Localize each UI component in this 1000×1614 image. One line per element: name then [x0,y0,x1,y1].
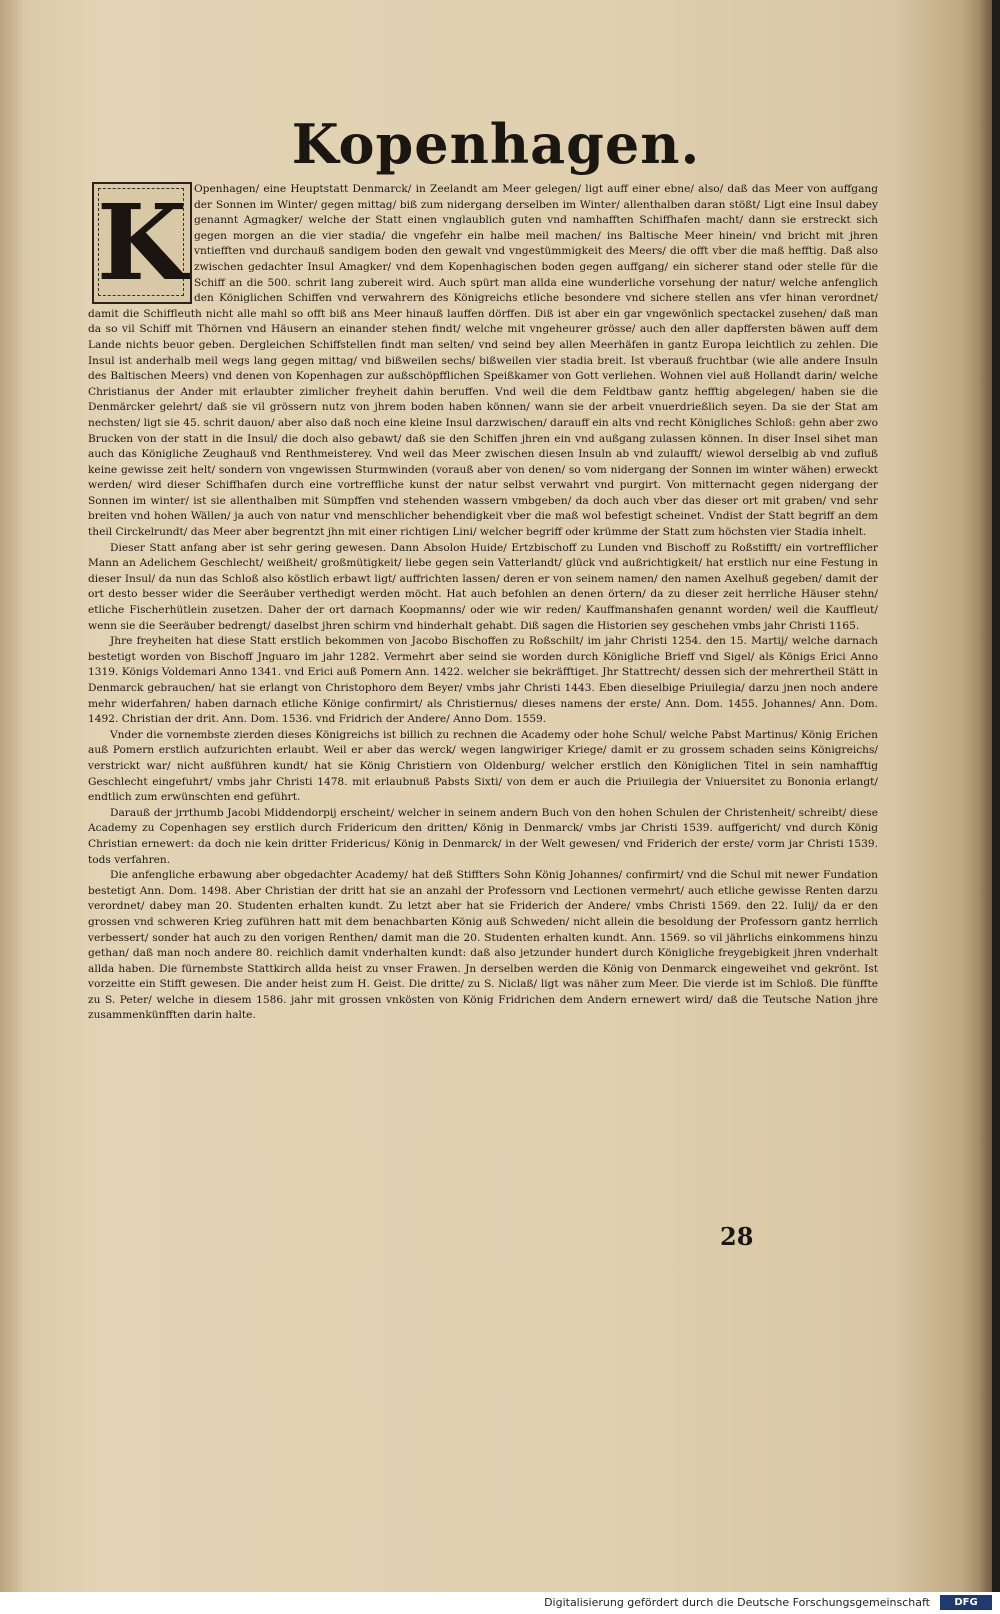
page-title: Kopenhagen. [291,112,701,176]
paragraph: Openhagen/ eine Heuptstatt Denmarck/ in Zeelandt am Meer gelegen/ ligt auff einer ebne/ also/ daß das Meer von auffgang der Sonnen im Winter/ gegen mittag/ biß zum nidergang derselben im Winter/ allenthalben daran stößt/ Ligt eine Insul dabey genannt Agmagker/ welche der Statt einen vnglaublich guten vnd namhafften Schiffhafen macht/ dann sie erstreckt sich gegen morgen an die vier stadia/ die vngefehr ein halbe meil machen/ ins Baltische Meer hinein/ vnd bricht mit jhren vntiefften vnd durchauß sandigem boden den gewalt vnd vngestümmigkeit des Meers/ die offt vber die maß hefftig. Daß also zwischen gedachter Insul Amagker/ vnd dem Kopenhagischen boden gegen auffgang/ ein sicherer stand oder stelle für die Schiff an die 500. schrit lang zubereit wird. Auch spürt man allda eine wunderliche vorsehung der natur/ welche anfenglich den Königlichen Schiffen vnd verwahrern des Königreichs etliche besondere vnd sichere stellen ans vfer hinan verordnet/ damit die Schiffleuth nicht alle mahl so offt biß ans Meer hinauß lauffen dörffen. Diß ist aber ein gar vngewönlich spectackel zusehen/ daß man da so vil Schiff mit Thörnen vnd Häusern an einander stehen findt/ welche mit vngeheurer grösse/ auch den aller dapffersten bäwen auff dem Lande nichts beuor geben. Dergleichen Schiffstellen findt man selten/ vnd seind bey allen Meerhäfen in gantz Europa leichtlich zu zehlen. Die Insul ist anderhalb meil wegs lang gegen mittag/ vnd bißweilen sechs/ bißweilen vier stadia breit. Ist vberauß fruchtbar (wie alle andere Insuln des Baltischen Meers) vnd denen von Kopenhagen zur außschöpfflichen Speißkamer von Gott verliehen. Wohnen viel auß Hollandt darin/ welche Christianus der Ander mit erlaubter zimlicher freyheit dahin beruffen. Vnd weil die dem Feldtbaw gantz hefftig abgelegen/ haben sie die Denmärcker gelehrt/ daß sie vil grössern nutz von jhrem boden haben können/ wann sie der arbeit vnuerdrießlich seyen. Da sie der Stat am nechsten/ ligt sie 45. schrit dauon/ aber also daß noch eine kleine Insul darzwischen/ darauff ein alts vnd recht Königliches Schloß: gehn aber zwo Brucken von der statt in die Insul/ die doch also gebawt/ daß sie den Schiffen jhren ein vnd außgang zulassen können. In diser Insel sihet man auch das Königliche Zeughauß vnd Renthmeisterey. Vnd weil das Meer zwischen diesen Insuln ab vnd zulaufft/ wiewol derselbig ab vnd zufluß keine gewisse zeit helt/ sondern von vngewissen Sturmwinden (vorauß aber von denen/ so vom nidergang der Sonnen im winter wähen) erweckt werden/ wird dieser Schiffhafen durch eine vortreffliche kunst der natur selbst verwahrt vnd purgirt. Von mitternacht gegen nidergang der Sonnen im winter/ ist sie allenthalben mit Sümpffen vnd stehenden wassern vmbgeben/ da doch auch vber das dieser ort mit graben/ vnd sehr breiten vnd hohen Wällen/ ja auch von natur vnd menschlicher behendigkeit vber die maß wol befestigt scheinet. Vndist der Statt begriff an dem theil Circkelrundt/ das Meer aber begrentzt jhn mit einer richtigen Lini/ welcher begriff oder krümme der Statt zum höchsten vier Stadia inhelt. [88,183,878,539]
paragraph: Dieser Statt anfang aber ist sehr gering gewesen. Dann Absolon Huide/ Ertzbischoff zu Lunden vnd Bischoff zu Roßstifft/ ein vortrefflicher Mann an Adelichem Geschlecht/ weißheit/ großmütigkeit/ liebe gegen sein Vatterlandt/ glück vnd außrichtigkeit/ hat erstlich nur eine Festung in dieser Insul/ da nun das Schloß also köstlich erbawt ligt/ auffrichten lassen/ deren er von seinem namen/ den namen Axelhuß gegeben/ damit der ort desto besser wider die Seeräuber verthedigt werden möcht. Hat auch befohlen an denen örtern/ da zu dieser zeit herrliche Häuser stehn/ etliche Fischerhütlein zusetzen. Daher der ort darnach Koopmanns/ oder wie wir reden/ Kauffmanshafen genannt worden/ weil die Kauffleut/ wenn sie die Seeräuber bedrengt/ daselbst jhren schirm vnd hinderhalt gehabt. Diß sagen die Historien sey geschehen vmbs jahr Christi 1165. [88,541,878,632]
paragraph: Die anfengliche erbawung aber obgedachter Academy/ hat deß Stiffters Sohn König Johannes/ confirmirt/ vnd die Schul mit newer Fundation bestetigt Ann. Dom. 1498. Aber Christian der dritt hat sie an anzahl der Professorn vnd Lectionen vermehrt/ auch etliche gewisse Renten darzu verordnet/ dabey man 20. Studenten erhalten kundt. Zu letzt aber hat sie Friderich der Andere/ vmbs Christi 1569. den 22. Iulij/ da er den grossen vnd schweren Krieg zuführen hatt mit dem benachbarten König auß Schweden/ nicht allein die besoldung der Professorn gantz herrlich verbessert/ sonder hat auch zu den vorigen Renthen/ damit man die 20. Studenten erhalten kundt. Ann. 1569. so vil jährlichs einkommens hinzu gethan/ daß man noch andere 80. reichlich damit vnderhalten kundt: daß also jetzunder hundert durch Königliche freygebigkeit jhren vnderhalt allda haben. Die fürnembste Stattkirch allda heist zu vnser Frawen. Jn derselben werden die König von Denmarck eingeweihet vnd gekrönt. Ist vorzeitte ein Stifft gewesen. Die ander heist zum H. Geist. Die dritte/ zu S. Niclaß/ ligt was näher zum Meer. Die vierde ist im Schloß. Die fünffte zu S. Peter/ welche in diesem 1586. jahr mit grossen vnkösten von König Fridrichen dem Andern ernewert wird/ daß die Teutsche Nation jhre zusammenkünfften darin halte. [88,869,878,1022]
paragraph: Darauß der jrrthumb Jacobi Middendorpij erscheint/ welcher in seinem andern Buch von den hohen Schulen der Christenheit/ schreibt/ diese Academy zu Copenhagen sey erstlich durch Fridericum den dritten/ König in Denmarck/ vmbs jar Christi 1539. auffgericht/ vnd durch König Christian ernewert: da doch nie kein dritter Fridericus/ König in Denmarck/ in der Welt gewesen/ vnd Friderich der erste/ vorm jar Christi 1539. tods verfahren. [88,806,878,866]
page-number: 28 [720,1222,754,1251]
initial-letter: K [96,181,188,304]
footer-bar [0,1592,1000,1614]
page-gutter [0,0,22,1592]
body-text [88,182,878,1232]
paragraph: Jhre freyheiten hat diese Statt erstlich bekommen von Jacobo Bischoffen zu Roßschilt/ im jahr Christi 1254. den 15. Martij/ welche darnach bestetigt worden von Bischoff Jnguaro im jahr 1282. Vermehrt aber seind sie worden durch Königliche Brieff vnd Sigel/ als Königs Erici Anno 1319. Königs Voldemari Anno 1341. vnd Erici auß Pomern Ann. 1422. welcher sie bekräfftiget. Jhr Stattrecht/ dessen sich der mehrertheil Stätt in Denmarck gebrauchen/ hat sie erlangt von Christophoro dem Beyer/ vmbs jahr Christi 1443. Eben dieselbige Priuilegia/ darzu jnen noch andere mehr widerfahren/ haben darnach etliche Könige confirmirt/ als Christiernus/ dieses namens der erste/ Ann. Dom. 1455. Johannes/ Ann. Dom. 1492. Christian der drit. Ann. Dom. 1536. vnd Fridrich der Andere/ Anno Dom. 1559. [88,635,878,726]
page-edge [978,0,992,1592]
dfg-logo: DFG [940,1595,992,1610]
funding-note: Digitalisierung gefördert durch die Deutsche Forschungsgemeinschaft [544,1596,930,1609]
paragraph: Vnder die vornembste zierden dieses Königreichs ist billich zu rechnen die Academy oder hohe Schul/ welche Pabst Martinus/ König Erichen auß Pomern erstlich aufzurichten erlaubt. Weil er aber das werck/ wegen langwiriger Kriege/ damit er zu grossem schaden seins Königreichs/ verstrickt war/ nicht außführen kundt/ hat sie König Christiern von Oldenburg/ welcher erstlich den Königlichen Titel in sein namhafftig Geschlecht eingefuhrt/ vmbs jahr Christi 1478. mit erlaubnuß Pabsts Sixti/ von dem er auch die Priuilegia der Vniuersitet zu Bononia erlangt/ endtlich zum erwünschten end geführt. [88,728,878,804]
